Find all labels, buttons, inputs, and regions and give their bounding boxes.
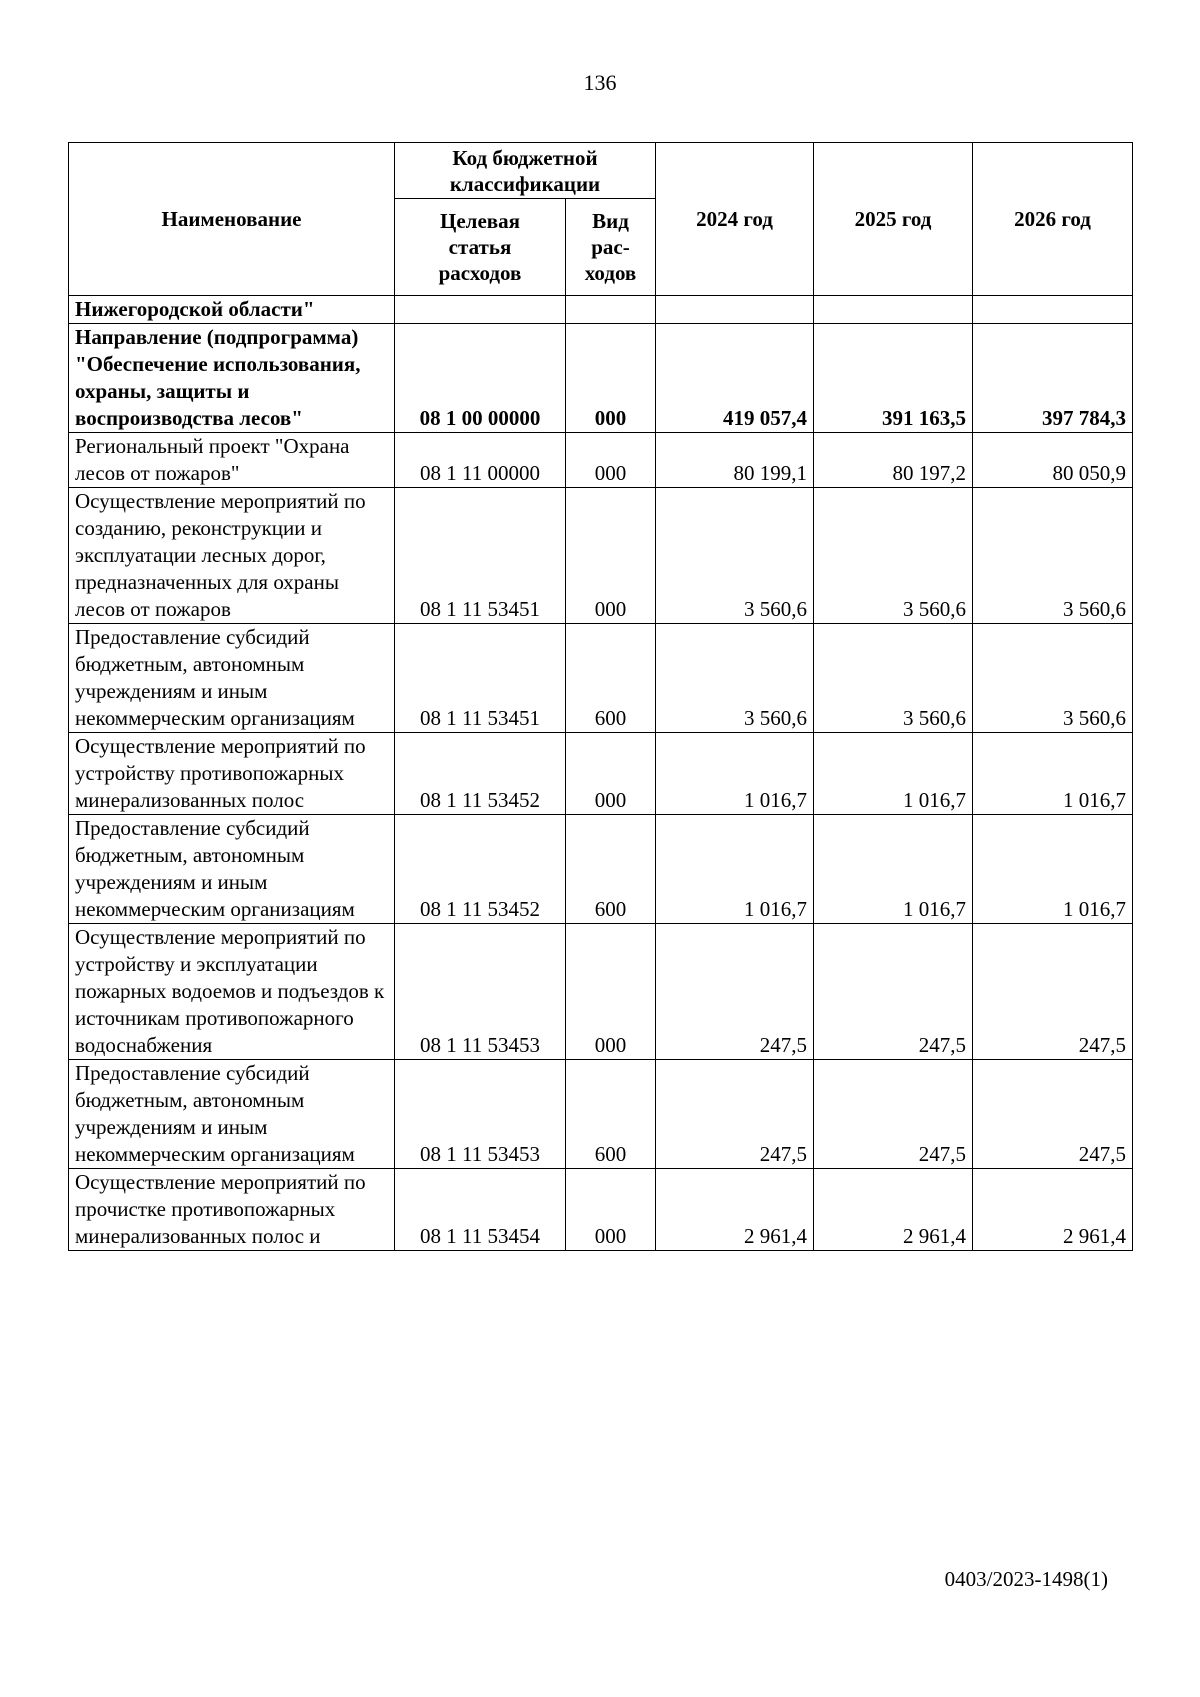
row-target-code: 08 1 11 53453 — [395, 1060, 566, 1169]
table-row — [69, 1169, 1133, 1251]
row-target-code: 08 1 11 53452 — [395, 733, 566, 815]
row-value-2025: 247,5 — [814, 1060, 973, 1169]
row-value-2025: 80 197,2 — [814, 433, 973, 488]
row-expense-type: 000 — [566, 733, 656, 815]
table-row — [69, 624, 1133, 733]
table-row — [69, 488, 1133, 624]
row-expense-type: 000 — [566, 433, 656, 488]
row-value-2024: 1 016,7 — [656, 815, 814, 924]
table-row — [69, 324, 1133, 433]
row-value-2024: 2 961,4 — [656, 1169, 814, 1251]
row-name: Предоставление субсидий бюджетным, автономным учреждениям и иным некоммерческим организациям — [69, 1060, 395, 1169]
row-name: Нижегородской области" — [69, 296, 395, 324]
row-target-code: 08 1 11 53451 — [395, 624, 566, 733]
row-target-code: 08 1 00 00000 — [395, 324, 566, 433]
row-value-2026: 397 784,3 — [973, 324, 1133, 433]
row-value-2026: 3 560,6 — [973, 488, 1133, 624]
row-value-2025: 1 016,7 — [814, 815, 973, 924]
row-value-2024 — [656, 296, 814, 324]
row-target-code — [395, 296, 566, 324]
table-row — [69, 296, 1133, 324]
table-row — [69, 733, 1133, 815]
row-value-2025: 2 961,4 — [814, 1169, 973, 1251]
table-row — [69, 924, 1133, 1060]
row-value-2025: 247,5 — [814, 924, 973, 1060]
row-expense-type: 000 — [566, 324, 656, 433]
row-target-code: 08 1 11 53451 — [395, 488, 566, 624]
row-target-code: 08 1 11 53453 — [395, 924, 566, 1060]
row-target-code: 08 1 11 53454 — [395, 1169, 566, 1251]
row-value-2025: 3 560,6 — [814, 488, 973, 624]
row-value-2026: 80 050,9 — [973, 433, 1133, 488]
row-expense-type — [566, 296, 656, 324]
row-value-2024: 3 560,6 — [656, 624, 814, 733]
header-year-2025: 2025 год — [814, 143, 973, 296]
row-value-2024: 247,5 — [656, 1060, 814, 1169]
row-name: Осуществление мероприятий по созданию, реконструкции и эксплуатации лесных дорог, предназначенных для охраны лесов от пожаров — [69, 488, 395, 624]
row-value-2026: 1 016,7 — [973, 733, 1133, 815]
row-name: Предоставление субсидий бюджетным, автономным учреждениям и иным некоммерческим организациям — [69, 815, 395, 924]
header-name: Наименование — [69, 143, 395, 296]
row-expense-type: 000 — [566, 1169, 656, 1251]
row-name: Предоставление субсидий бюджетным, автономным учреждениям и иным некоммерческим организациям — [69, 624, 395, 733]
row-expense-type: 600 — [566, 815, 656, 924]
row-value-2026: 2 961,4 — [973, 1169, 1133, 1251]
header-target-article: Целевая статья расходов — [395, 199, 566, 296]
row-expense-type: 600 — [566, 624, 656, 733]
row-name: Региональный проект "Охрана лесов от пожаров" — [69, 433, 395, 488]
header-expense-type: Вид рас-ходов — [566, 199, 656, 296]
row-value-2024: 247,5 — [656, 924, 814, 1060]
row-name: Осуществление мероприятий по устройству противопожарных минерализованных полос — [69, 733, 395, 815]
row-value-2025 — [814, 296, 973, 324]
document-registration-code: 0403/2023-1498(1) — [944, 1567, 1108, 1591]
row-value-2026: 3 560,6 — [973, 624, 1133, 733]
row-expense-type: 000 — [566, 924, 656, 1060]
row-name: Осуществление мероприятий по устройству и эксплуатации пожарных водоемов и подъездов к источникам противопожарного водоснабжения — [69, 924, 395, 1060]
row-name: Направление (подпрограмма) "Обеспечение использования, охраны, защиты и воспроизводства лесов" — [69, 324, 395, 433]
row-expense-type: 600 — [566, 1060, 656, 1169]
row-value-2025: 391 163,5 — [814, 324, 973, 433]
row-value-2024: 1 016,7 — [656, 733, 814, 815]
row-value-2024: 419 057,4 — [656, 324, 814, 433]
row-name: Осуществление мероприятий по прочистке противопожарных минерализованных полос и — [69, 1169, 395, 1251]
row-value-2026 — [973, 296, 1133, 324]
header-year-2024: 2024 год — [656, 143, 814, 296]
page-number: 136 — [583, 70, 617, 95]
row-value-2026: 247,5 — [973, 924, 1133, 1060]
header-code-group: Код бюджетной классификации — [395, 143, 656, 199]
row-value-2025: 1 016,7 — [814, 733, 973, 815]
row-value-2026: 1 016,7 — [973, 815, 1133, 924]
table-row — [69, 433, 1133, 488]
row-value-2025: 3 560,6 — [814, 624, 973, 733]
header-year-2026: 2026 год — [973, 143, 1133, 296]
row-target-code: 08 1 11 53452 — [395, 815, 566, 924]
table-row — [69, 1060, 1133, 1169]
budget-table — [68, 142, 1133, 1251]
row-target-code: 08 1 11 00000 — [395, 433, 566, 488]
row-value-2024: 3 560,6 — [656, 488, 814, 624]
row-value-2024: 80 199,1 — [656, 433, 814, 488]
row-value-2026: 247,5 — [973, 1060, 1133, 1169]
row-expense-type: 000 — [566, 488, 656, 624]
table-row — [69, 815, 1133, 924]
